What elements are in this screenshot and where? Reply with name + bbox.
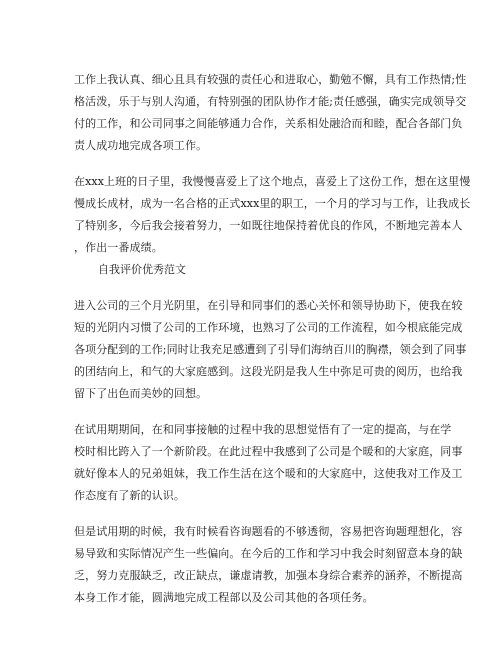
- text-line: 各项分配到的工作;同时让我充足感遭到了引导们海纳百川的胸襟，领会到了同事: [74, 343, 467, 356]
- text-line: 在xxx上班的日子里，我慢慢喜爱上了这个地点，喜爱上了这份工作，想在这里慢: [74, 175, 471, 188]
- paragraph-shortcomings: [74, 521, 463, 609]
- text-line: 本身工作才能，圆满地完成工程部以及公司其他的各项任务。: [74, 591, 374, 604]
- text-line: 责人成功地完成各项工作。: [74, 139, 208, 152]
- text-line: 了特别多，今后我会接着努力，一如既往地保持着优良的作风，不断地完善本人: [74, 219, 463, 232]
- spacer: [74, 405, 434, 419]
- text-line: ，作出一番成绩。: [74, 241, 163, 254]
- spacer: [74, 157, 434, 171]
- text-line: 作态度有了新的认识。: [74, 489, 185, 502]
- text-line: 的团结向上，和气的大家庭感到。这段光阴是我人生中弥足可贵的阅历，也给我: [74, 365, 463, 378]
- text-line: 但是试用期的时候，我有时候看咨询题看的不够透彻，容易把咨询题理想化，容: [74, 525, 463, 538]
- text-line: 校时相比跨入了一个新阶段。在此过程中我感到了公司是个暖和的大家庭，同事: [74, 445, 463, 458]
- text-line: 在试用期期间，在和同事接触的过程中我的思想觉悟有了一定的提高，与在学: [74, 423, 452, 436]
- spacer: [74, 281, 434, 295]
- text-line: 付的工作，和公司同事之间能够通力合作，关系相处融洽而和睦，配合各部门负: [74, 117, 463, 130]
- text-line: 易导致和实际情况产生一些偏向。在今后的工作和学习中我会时刻留意本身的缺: [74, 547, 463, 560]
- section-heading: 自我评价优秀范文: [98, 263, 186, 276]
- text-line: 乏，努力克服缺乏，改正缺点，谦虚请教，加强本身综合素养的涵养，不断提高: [74, 569, 463, 582]
- text-line: 留下了出色而美妙的回想。: [74, 387, 208, 400]
- text-line: 工作上我认真、细心且具有较强的责任心和进取心，勤勉不懈，具有工作热情;性: [74, 73, 467, 86]
- text-line: 进入公司的三个月光阴里，在引导和同事们的悉心关怀和领导协助下，使我在较: [74, 299, 463, 312]
- text-line: 慢成长成材，成为一名合格的正式xxx里的职工，一个月的学习与工作，让我成长: [74, 197, 471, 210]
- text-line: 格活泼，乐于与别人沟通，有特别强的团队协作才能;责任感强，确实完成领导交: [74, 95, 467, 108]
- paragraph-work-attitude: [74, 69, 467, 157]
- text-line: 短的光阴内习惯了公司的工作环境，也熟习了公司的工作流程，如今根底能完成: [74, 321, 463, 334]
- text-line: 就好像本人的兄弟姐妹，我工作生活在这个暖和的大家庭中，这使我对工作及工: [74, 467, 463, 480]
- spacer: [74, 507, 434, 521]
- paragraph-growth: [74, 171, 471, 259]
- paragraph-three-months: [74, 295, 467, 405]
- document-body: [74, 69, 471, 609]
- paragraph-probation: [74, 419, 463, 507]
